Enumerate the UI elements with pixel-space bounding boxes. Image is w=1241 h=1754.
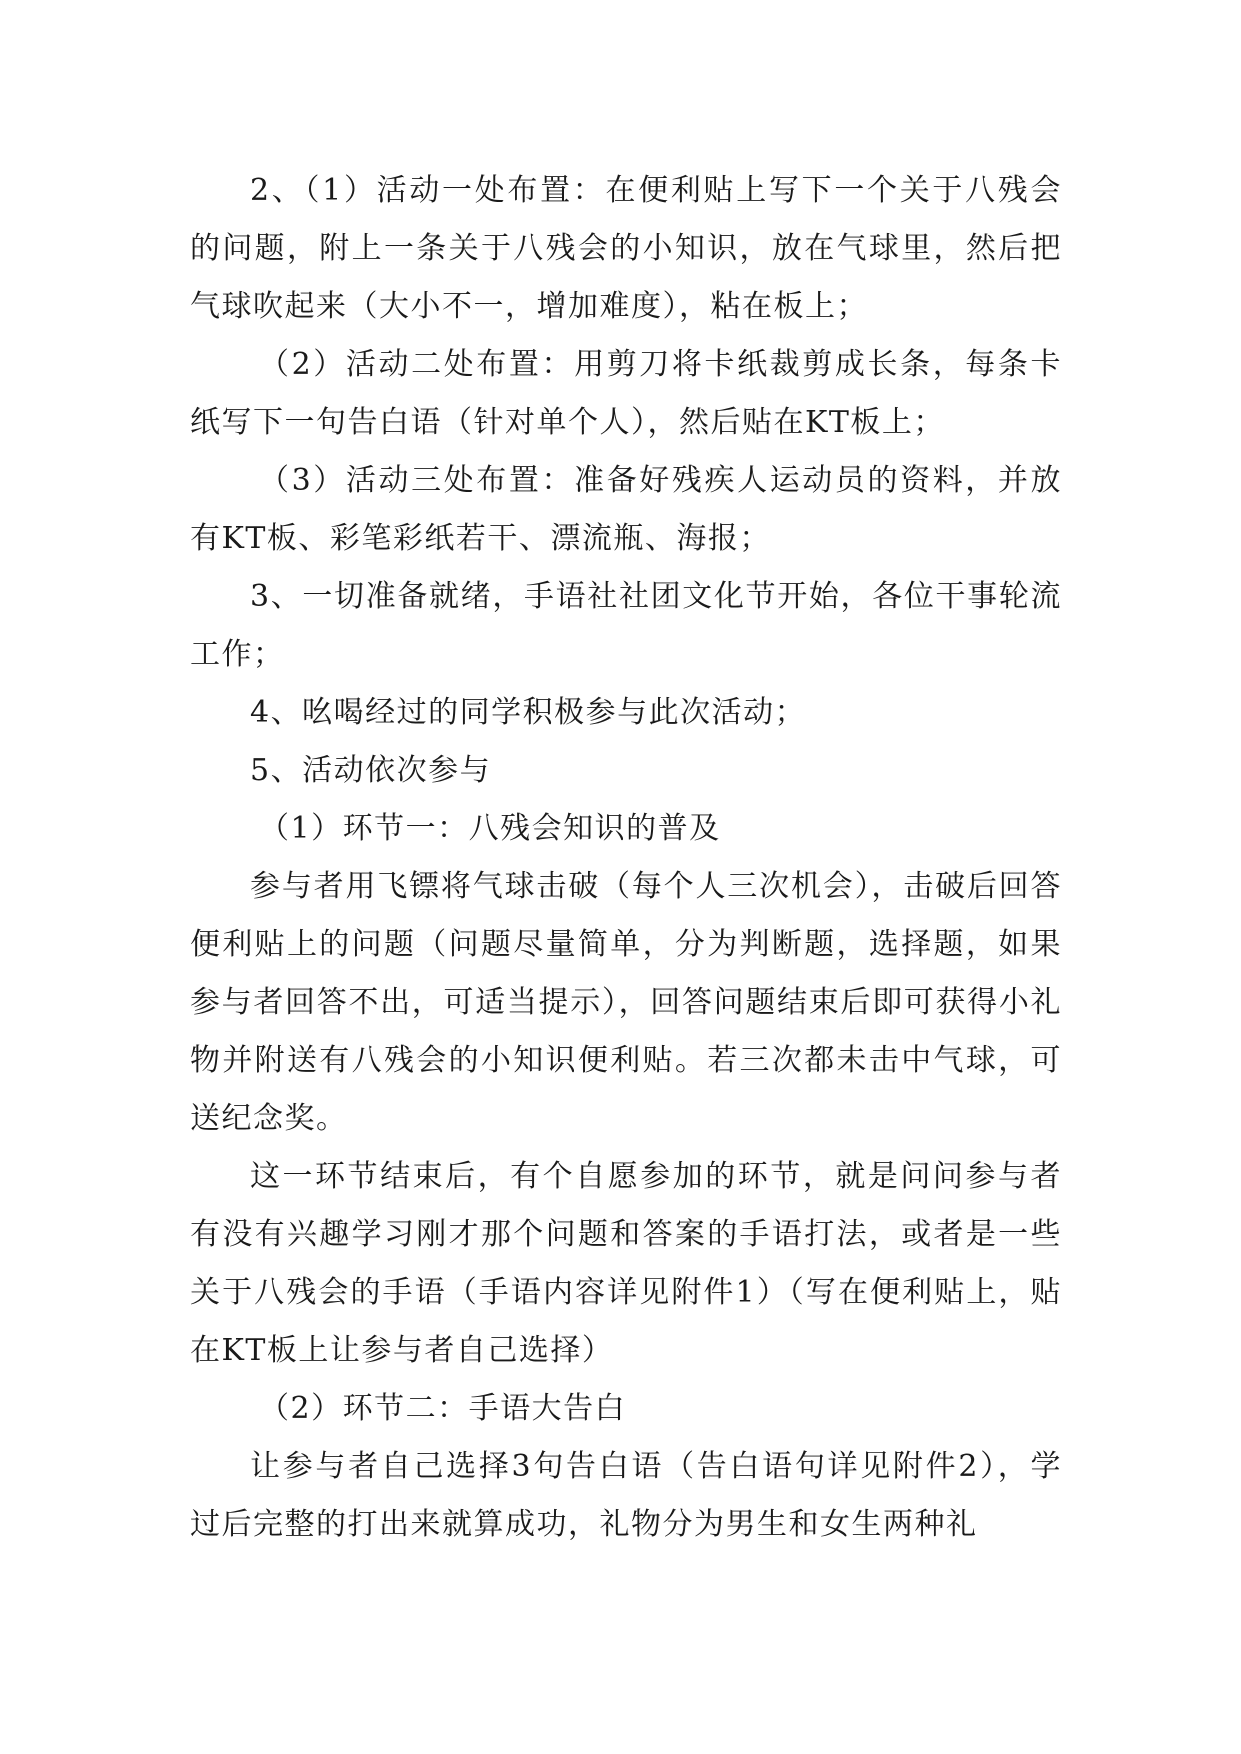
paragraph-segment-two-rules: 让参与者自己选择3句告白语（告白语句详见附件2），学过后完整的打出来就算成功，礼物分为男生和女生两种礼: [190, 1449, 1062, 1542]
paragraph-segment-one-rules: 参与者用飞镖将气球击破（每个人三次机会），击破后回答便利贴上的问题（问题尽量简单，分为判断题，选择题，如果参与者回答不出，可适当提示），回答问题结束后即可获得小礼物并附送有八残会的小知识便利贴。若三次都未击中气球，可送纪念奖。: [190, 869, 1062, 1136]
paragraph-step-three: 3、一切准备就绪，手语社社团文化节开始，各位干事轮流工作；: [190, 579, 1062, 672]
paragraph-segment-two-heading: （2）环节二：手语大告白: [259, 1391, 627, 1426]
paragraph-segment-one-heading: （1）环节一：八残会知识的普及: [259, 811, 721, 846]
paragraph-setup-activity-two: （2）活动二处布置：用剪刀将卡纸裁剪成长条，每条卡纸写下一句告白语（针对单个人），然后贴在KT板上；: [190, 347, 1062, 440]
document-body: [190, 162, 1062, 1554]
paragraph-setup-activity-one: 2、（1）活动一处布置：在便利贴上写下一个关于八残会的问题，附上一条关于八残会的小知识，放在气球里，然后把气球吹起来（大小不一，增加难度），粘在板上；: [190, 173, 1062, 324]
paragraph-setup-activity-three: （3）活动三处布置：准备好残疾人运动员的资料，并放有KT板、彩笔彩纸若干、漂流瓶、海报；: [190, 463, 1062, 556]
paragraph-step-five: 5、活动依次参与: [250, 753, 492, 788]
paragraph-step-four: 4、吆喝经过的同学积极参与此次活动；: [250, 695, 807, 730]
paragraph-segment-one-optional: 这一环节结束后，有个自愿参加的环节，就是问问参与者有没有兴趣学习刚才那个问题和答案的手语打法，或者是一些关于八残会的手语（手语内容详见附件1）（写在便利贴上，贴在KT板上让参与者自己选择）: [190, 1159, 1062, 1368]
